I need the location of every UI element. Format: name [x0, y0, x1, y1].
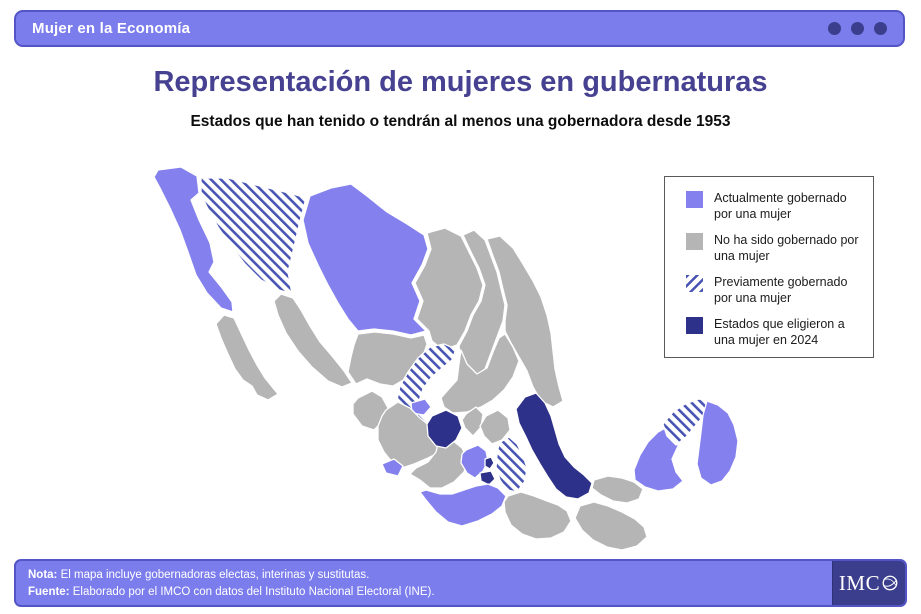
legend-item-previous: [686, 274, 865, 306]
footer-note-label: Nota:: [28, 569, 58, 581]
state-sonora: [201, 178, 306, 294]
legend-label: No ha sido gobernado por una mujer: [714, 233, 859, 263]
legend: [664, 176, 874, 358]
legend-label: Previamente gobernado por una mujer: [714, 275, 848, 305]
state-baja-california-sur: [216, 315, 278, 400]
state-guanajuato: [427, 410, 462, 448]
footer-note-line: [28, 567, 820, 584]
state-quintana-roo: [697, 401, 738, 485]
state-veracruz: [516, 393, 592, 499]
footer-source-line: [28, 584, 820, 601]
legend-swatch-elected2024-icon: [686, 317, 703, 334]
footer-source-label: Fuente:: [28, 585, 70, 598]
legend-label: Estados que eligieron a una mujer en 2024: [714, 317, 845, 347]
window-title: Mujer en la Economía: [32, 20, 191, 37]
page-title: Representación de mujeres en gubernaturas: [153, 66, 768, 98]
footer-bar: [14, 559, 907, 607]
footer-notes: [16, 561, 832, 605]
state-puebla: [496, 437, 527, 492]
state-morelos: [480, 471, 495, 485]
imco-logo: [832, 561, 905, 605]
legend-item-never: [686, 232, 865, 264]
legend-item-current: [686, 190, 865, 222]
legend-swatch-current-icon: [686, 191, 703, 208]
imco-globe-icon: [881, 574, 899, 592]
legend-swatch-never-icon: [686, 233, 703, 250]
state-guerrero: [420, 484, 506, 526]
state-ciudad-de-mexico: [485, 457, 494, 469]
state-chihuahua: [303, 184, 428, 335]
legend-label: Actualmente gobernado por una mujer: [714, 191, 847, 221]
state-sinaloa: [274, 294, 352, 387]
footer-source-text: Elaborado por el IMCO con datos del Instituto Nacional Electoral (INE).: [72, 585, 435, 598]
page-subtitle: Estados que han tenido o tendrán al menos una gobernadora desde 1953: [190, 113, 731, 130]
footer-note-text: El mapa incluye gobernadoras electas, interinas y sustitutas.: [60, 569, 370, 581]
legend-swatch-previous-icon: [686, 275, 703, 292]
state-chiapas: [575, 502, 647, 550]
legend-item-elected2024: [686, 316, 865, 348]
imco-logo-text: IMC: [838, 570, 881, 595]
state-oaxaca: [504, 492, 571, 539]
